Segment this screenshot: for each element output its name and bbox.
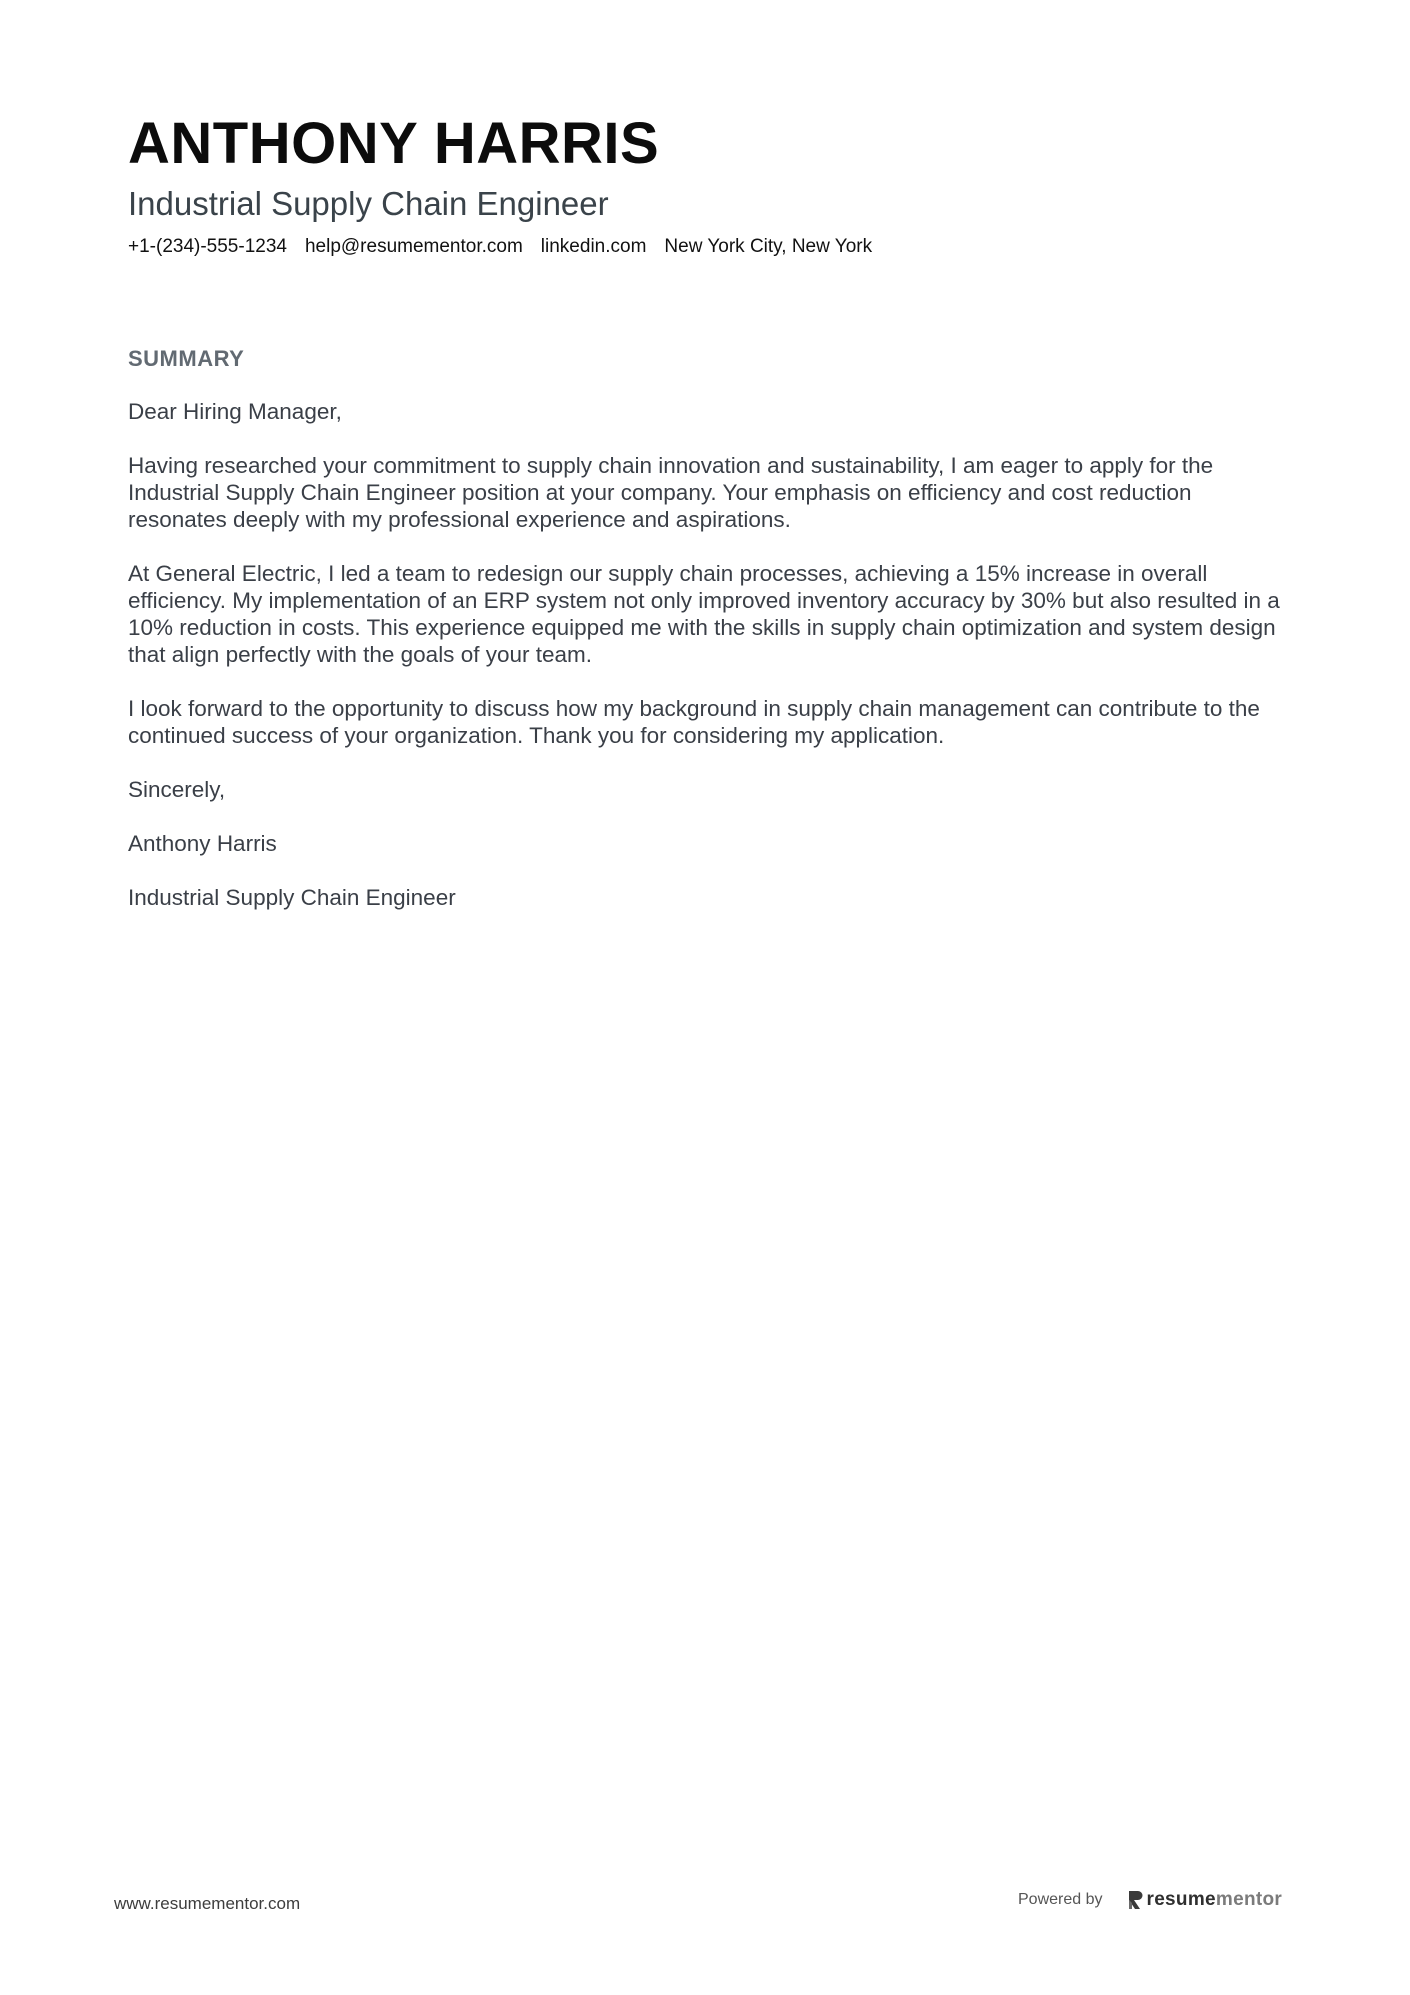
letter-closing: Sincerely, — [128, 777, 226, 802]
powered-by-label: Powered by — [1018, 1891, 1103, 1908]
candidate-role: Industrial Supply Chain Engineer — [128, 185, 609, 222]
brand-logo[interactable] — [1127, 1889, 1283, 1911]
letter-paragraph-1: Having researched your commitment to supply chain innovation and sustainability, I am eager to apply for the Industrial Supply Chain Engineer position at your company. Your emphasis on efficiency and cost reduction resonates deeply with my professional experience and aspirations. — [128, 453, 1214, 532]
footer-powered-by — [1018, 1889, 1282, 1911]
contact-location: New York City, New York — [664, 236, 873, 257]
contact-linkedin[interactable]: linkedin.com — [540, 236, 647, 257]
contact-line — [128, 234, 1288, 260]
letter-body — [128, 398, 1290, 938]
letter-paragraph-2: At General Electric, I led a team to redesign our supply chain processes, achieving a 15% increase in overall efficiency. My implementation of an ERP system not only improved inventory accuracy by 30% but also resulted in a 10% reduction in costs. This experience equipped me with the skills in supply chain optimization and system design that align perfectly with the goals of your team. — [128, 561, 1280, 667]
header — [128, 108, 1288, 260]
letter-paragraph-3: I look forward to the opportunity to discuss how my background in supply chain management can contribute to the continued success of your organization. Thank you for considering my application. — [128, 696, 1260, 748]
section-title-summary: SUMMARY — [128, 346, 245, 371]
contact-phone: +1-(234)-555-1234 — [128, 236, 287, 257]
letter-salutation: Dear Hiring Manager, — [128, 399, 342, 424]
brand-wordmark — [1147, 1889, 1283, 1911]
contact-email[interactable]: help@resumementor.com — [304, 236, 523, 257]
footer-website[interactable]: www.resumementor.com — [114, 1894, 301, 1913]
brand-wordmark-resume: resume — [1146, 1889, 1216, 1910]
signature-title: Industrial Supply Chain Engineer — [128, 885, 456, 910]
signature-name: Anthony Harris — [128, 831, 277, 856]
brand-wordmark-mentor: mentor — [1215, 1889, 1283, 1910]
candidate-name: ANTHONY HARRIS — [128, 111, 660, 176]
resumementor-logo-icon — [1127, 1890, 1143, 1910]
